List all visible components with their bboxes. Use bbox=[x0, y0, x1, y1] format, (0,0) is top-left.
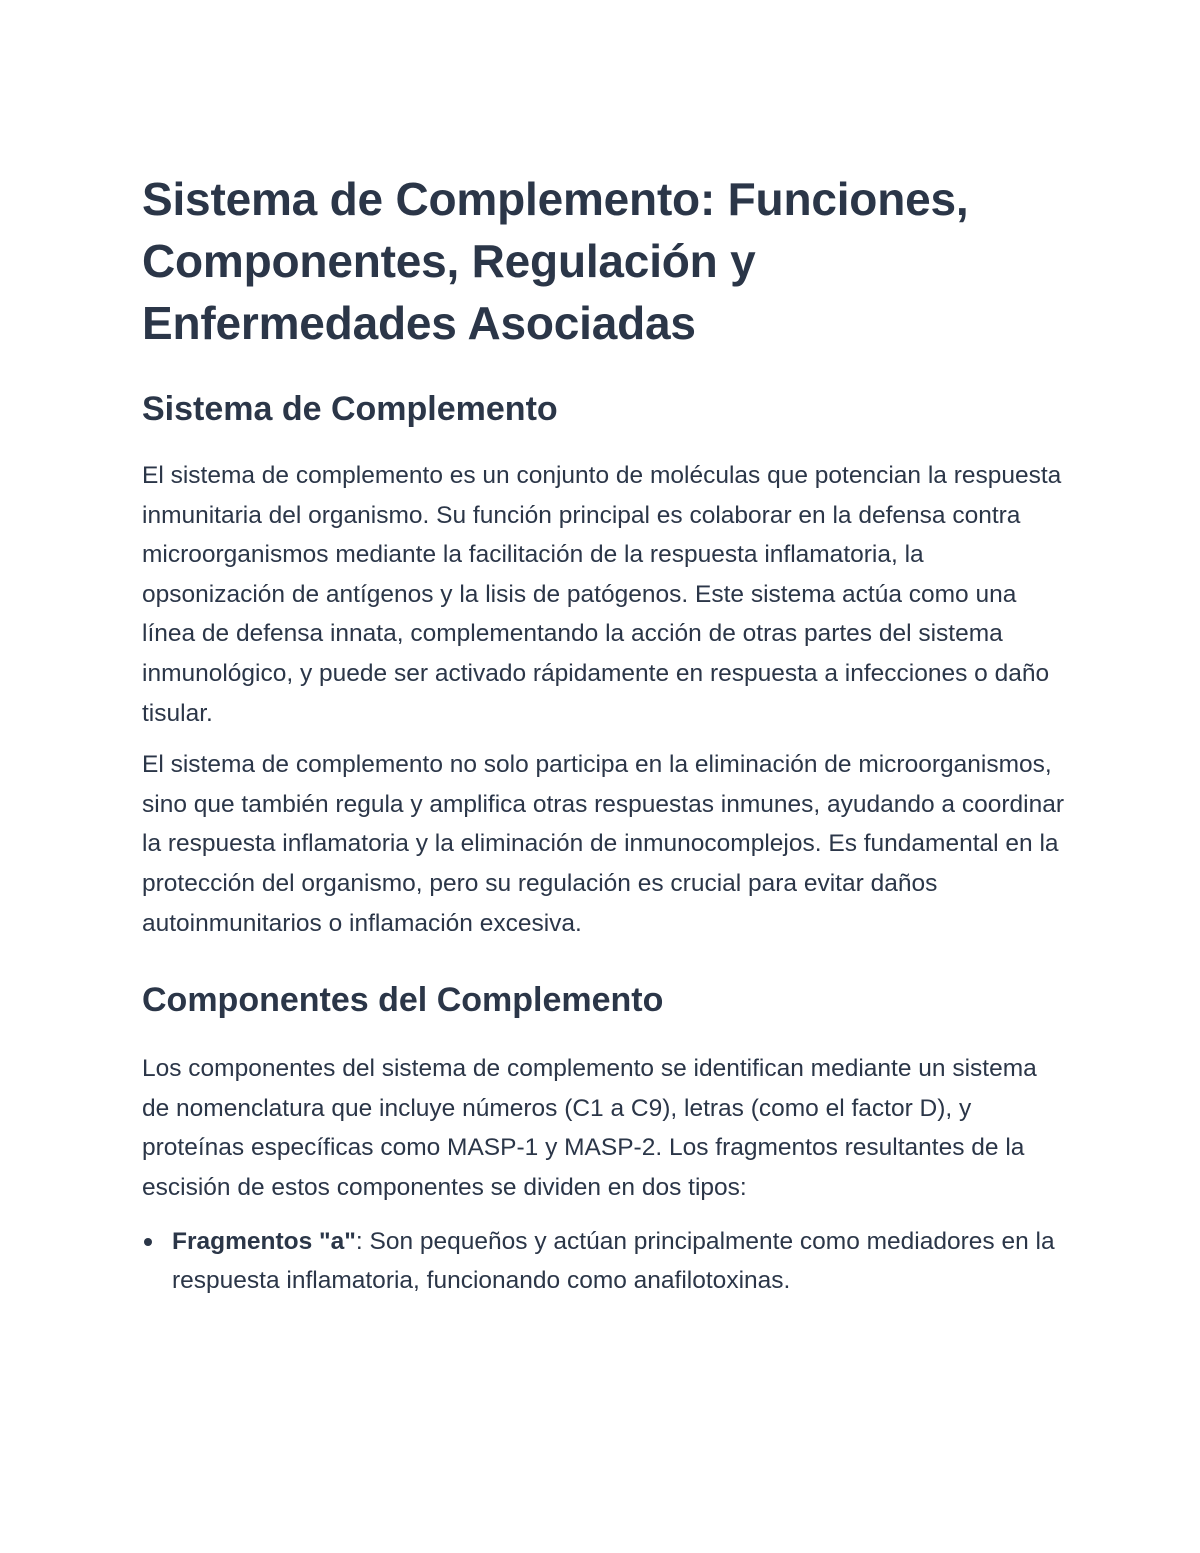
paragraph: El sistema de complemento es un conjunto de moléculas que potencian la respuesta inmunitaria del organismo. Su función principal es colaborar en la defensa contra microorganismos mediante la facilitación de la respuesta inflamatoria, la opsonización de antígenos y la lisis de patógenos. Este sistema actúa como una línea de defensa innata, complementando la acción de otras partes del sistema inmunológico, y puede ser activado rápidamente en respuesta a infecciones o daño tisular. bbox=[142, 462, 1062, 727]
bullet-list bbox=[142, 1222, 1067, 1301]
section-sistema-de-complemento bbox=[142, 386, 1067, 943]
document-title: Sistema de Complemento: Funciones, Componentes, Regulación y Enfermedades Asociadas bbox=[142, 173, 969, 349]
bullet-icon bbox=[144, 1238, 152, 1246]
paragraph: El sistema de complemento no solo participa en la eliminación de microorganismos, sino que también regula y amplifica otras respuestas inmunes, ayudando a coordinar la respuesta inflamatoria y la eliminación de inmunocomplejos. Es fundamental en la protección del organismo, pero su regulación es crucial para evitar daños autoinmunitarios o inflamación excesiva. bbox=[142, 751, 1065, 937]
list-item bbox=[142, 1222, 1067, 1301]
paragraph: Los componentes del sistema de complemento se identifican mediante un sistema de nomenclatura que incluye números (C1 a C9), letras (como el factor D), y proteínas específicas como MASP-1 y MASP-2. Los fragmentos resultantes de la escisión de estos componentes se dividen en dos tipos: bbox=[142, 1055, 1037, 1201]
document-content bbox=[142, 168, 1067, 1301]
bullet-term: Fragmentos "a" bbox=[172, 1227, 356, 1255]
bullet-text: : Son pequeños y actúan principalmente como mediadores en la respuesta inflamatoria, funcionando como anafilotoxinas. bbox=[172, 1227, 1055, 1295]
section-heading: Componentes del Complemento bbox=[142, 981, 664, 1020]
section-heading: Sistema de Complemento bbox=[142, 390, 558, 428]
section-componentes-del-complemento bbox=[142, 977, 1067, 1301]
